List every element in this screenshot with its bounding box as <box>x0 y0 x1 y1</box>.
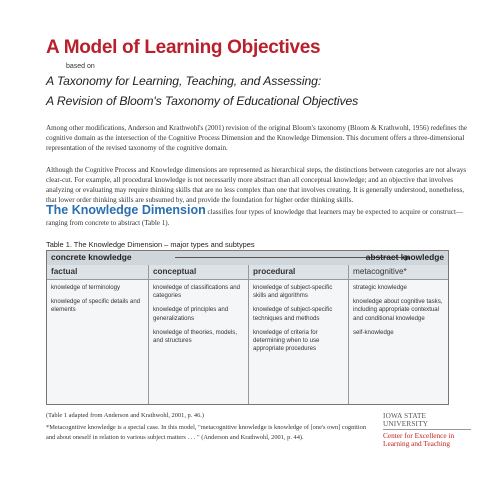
knowledge-dimension-table <box>46 250 449 405</box>
column-header: procedural <box>249 265 348 280</box>
iowa-state-logo <box>383 412 473 448</box>
knowledge-dimension-heading: The Knowledge Dimension <box>46 203 206 217</box>
center-name-line-1: Center for Excellence in <box>383 431 455 440</box>
list-item: self-knowledge <box>353 328 394 336</box>
center-name-line-2: Learning and Teaching <box>383 439 451 449</box>
list-item: knowledge of principles and generalizations <box>153 306 229 322</box>
column-metacognitive <box>348 265 448 404</box>
list-item: knowledge of classifications and categories <box>153 284 241 300</box>
subtitle-line-2: A Revision of Bloom's Taxonomy of Educational Objectives <box>46 94 359 108</box>
column-header: factual <box>47 265 148 280</box>
logo-divider <box>383 429 471 430</box>
column-conceptual <box>148 265 248 404</box>
metacognitive-footnote: *Metacognitive knowledge is a special case. In this model, "metacognitive knowledge is knowledge of [one's own] cognition and about oneself in relation to various subject matters . . . " (Anderson and Krathwohl, 2001, p. 44). <box>46 424 367 441</box>
column-factual <box>47 265 148 404</box>
list-item: knowledge of subject-specific skills and algorithms <box>253 284 333 300</box>
table-source-note: (Table 1 adapted from Anderson and Krathwohl, 2001, p. 46.) <box>46 412 205 419</box>
column-header: metacognitive* <box>349 265 448 280</box>
intro-paragraph-2: Although the Cognitive Process and Knowledge dimensions are represented as hierarchical steps, the distinctions between categories are not always clear-cut. For example, all procedural knowledge is not necessarily more abstract than all conceptual knowledge; and an objective that involves analyzing or evaluating may require thinking skills that are no less complex than one that involves creating. It is generally understood, nonetheless, that lower order thinking skills are subsumed by, and provide the foundation for higher order thinking skills. <box>46 166 467 204</box>
intro-paragraph-1: Among other modifications, Anderson and Krathwohl's (2001) revision of the original Bloom's taxonomy (Bloom & Krathwohl, 1956) redefines the cognitive domain as the intersection of the Cognitive Process Dimension and the Knowledge Dimension. This document offers a three-dimensional representation of the revised taxonomy of the cognitive domain. <box>46 124 468 152</box>
page-title: A Model of Learning Objectives <box>46 37 321 58</box>
list-item: knowledge of theories, models, and structures <box>153 328 238 345</box>
list-item: knowledge of subject-specific techniques and methods <box>253 306 333 322</box>
list-item: knowledge of terminology <box>51 284 121 291</box>
list-item: strategic knowledge <box>353 284 407 291</box>
list-item: knowledge of specific details and elements <box>51 298 141 314</box>
university-name: IOWA STATE UNIVERSITY <box>383 412 429 428</box>
knowledge-dimension-description: classifies four types of knowledge that learners may be expected to acquire or construct—ranging from concrete to abstract (Table 1). <box>46 208 464 227</box>
table-caption: Table 1. The Knowledge Dimension – major types and subtypes <box>46 240 255 249</box>
column-header: conceptual <box>149 265 248 280</box>
list-item: knowledge of criteria for determining when to use appropriate procedures <box>253 328 320 353</box>
concrete-knowledge-label: concrete knowledge <box>51 252 132 262</box>
column-procedural <box>248 265 348 404</box>
based-on-label: based on <box>66 63 95 70</box>
subtitle-line-1: A Taxonomy for Learning, Teaching, and Assessing: <box>46 74 322 88</box>
abstract-knowledge-label: abstract knowledge <box>365 252 444 262</box>
concrete-to-abstract-bar <box>47 251 448 266</box>
knowledge-dimension-intro <box>46 205 478 228</box>
list-item: knowledge about cognitive tasks, including appropriate contextual and conditional knowledge <box>353 298 443 322</box>
